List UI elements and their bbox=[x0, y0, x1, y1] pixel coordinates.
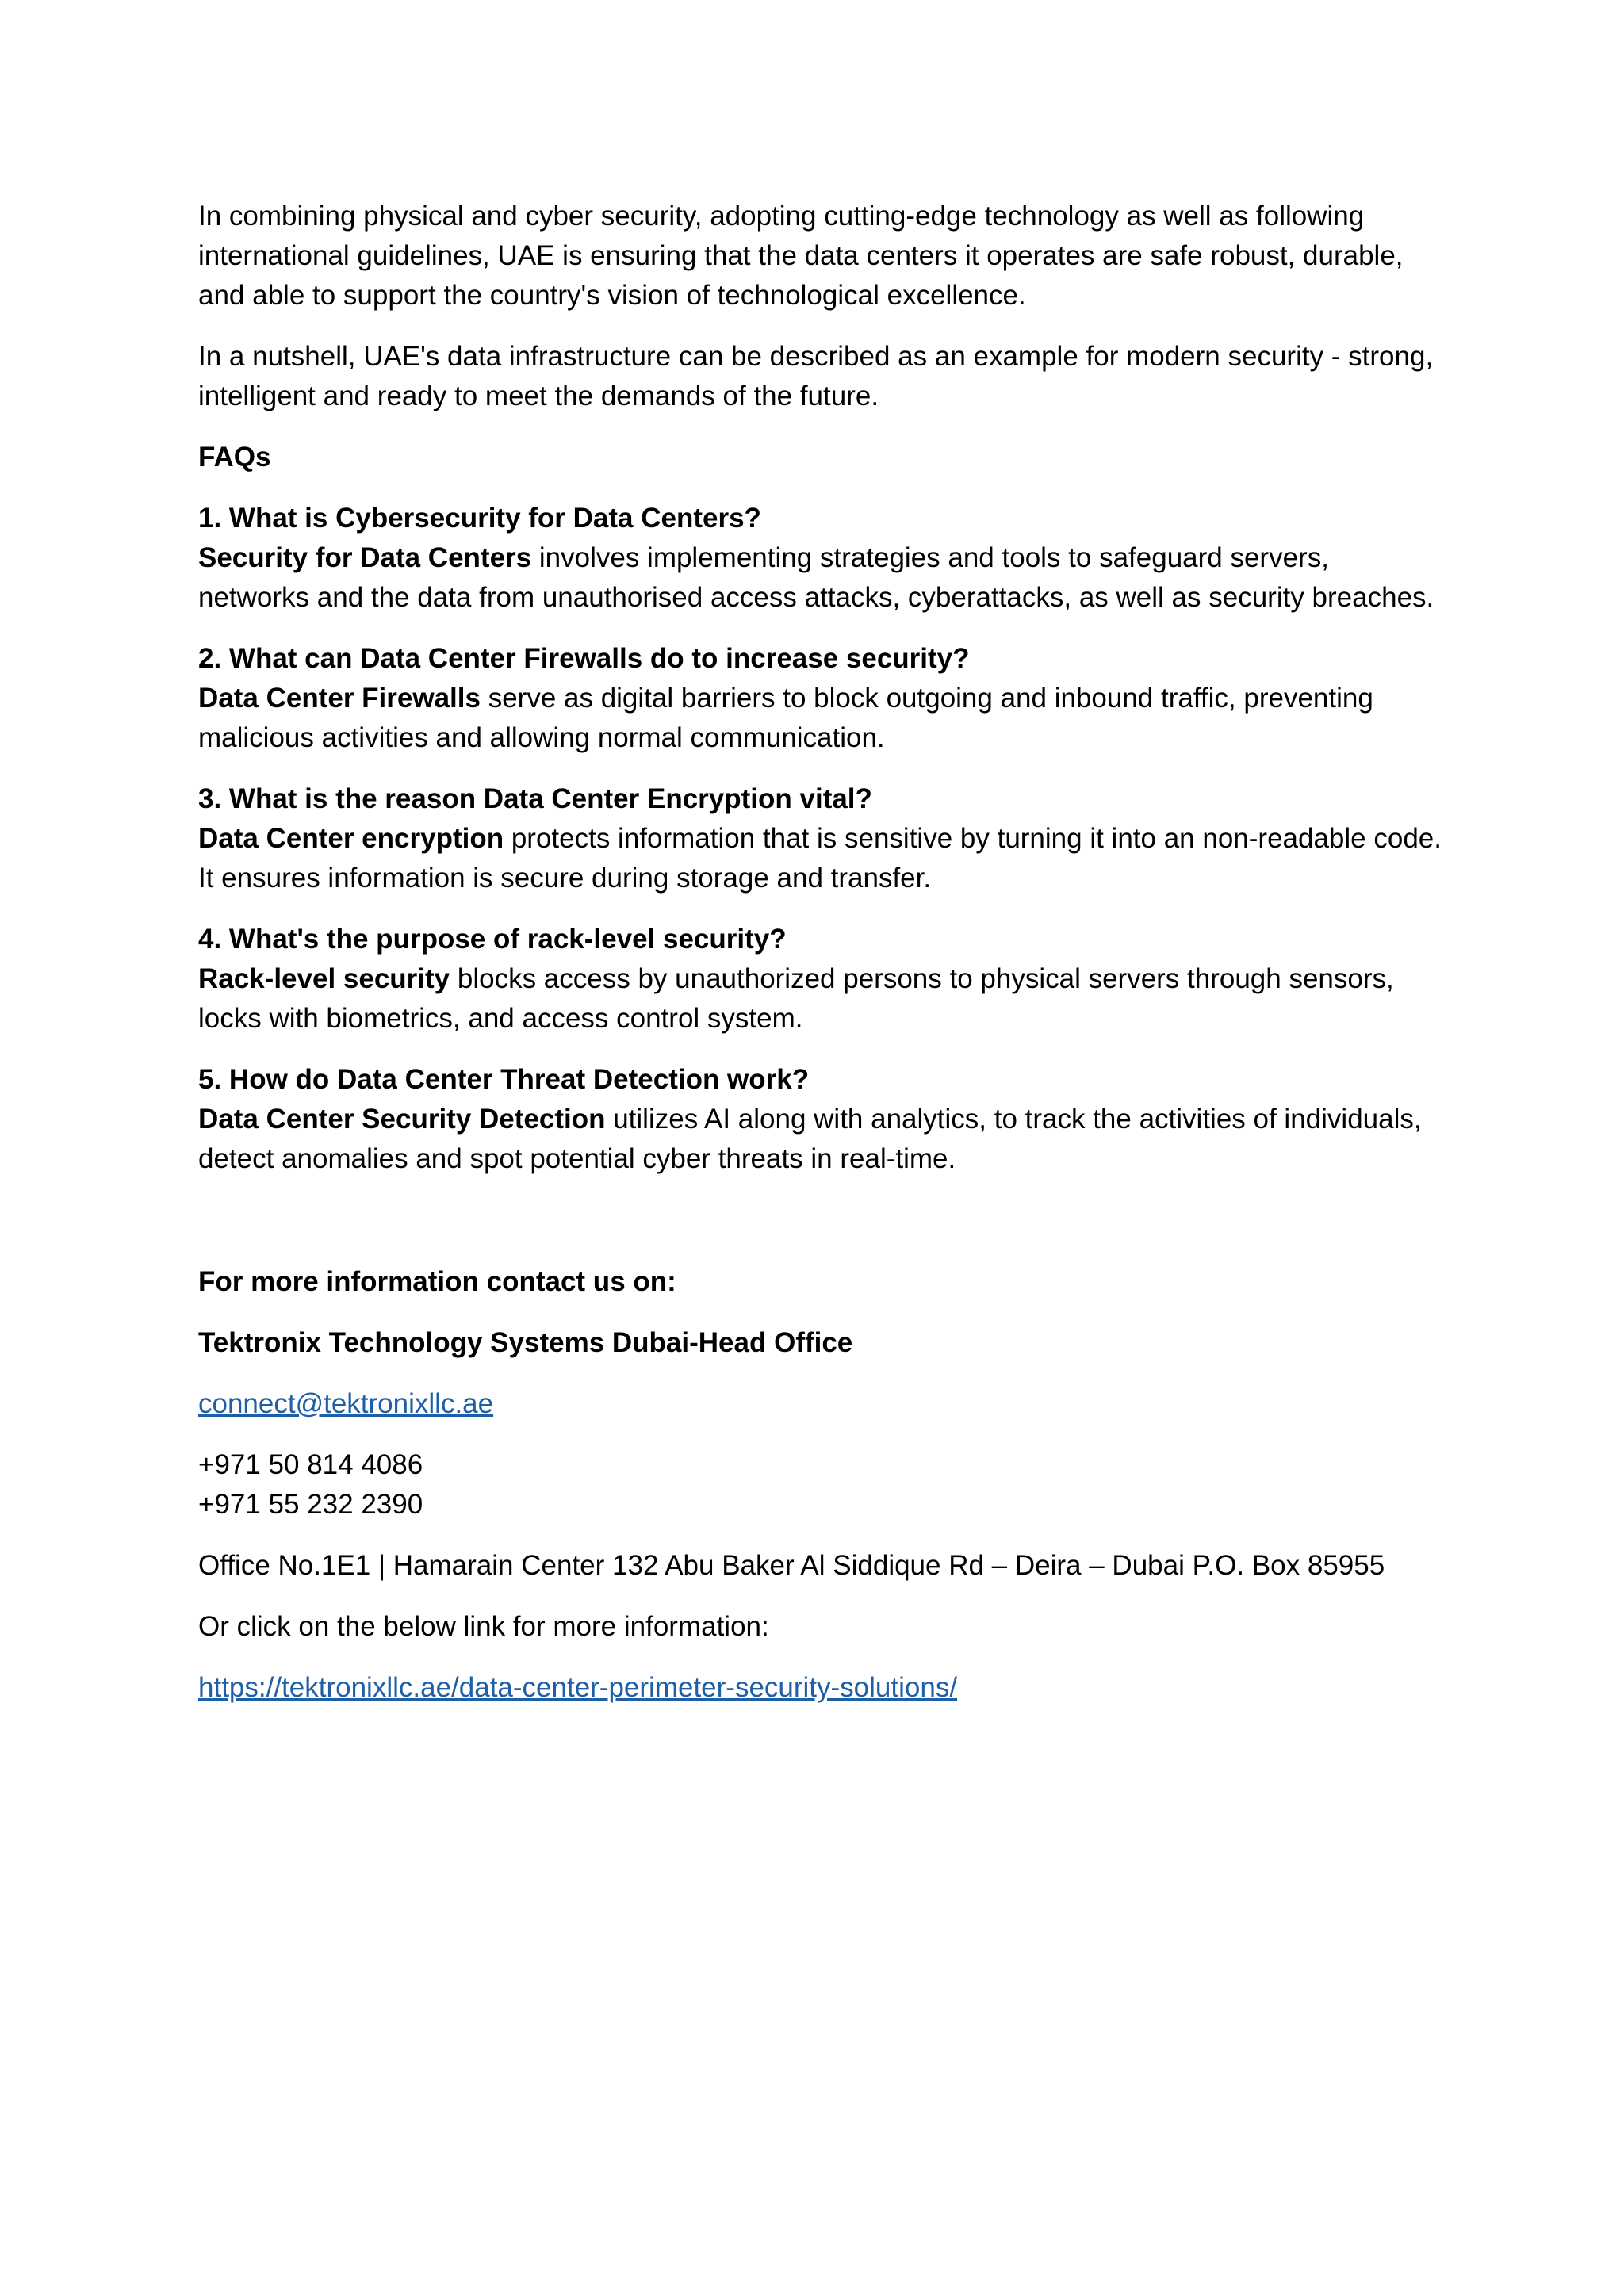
faq-answer-lead: Security for Data Centers bbox=[198, 542, 532, 573]
contact-heading: For more information contact us on: bbox=[198, 1266, 676, 1297]
faq-question: 3. What is the reason Data Center Encryption vital? bbox=[198, 783, 872, 814]
section-spacer bbox=[198, 1200, 1443, 1262]
faq-question: 1. What is Cybersecurity for Data Centers? bbox=[198, 503, 761, 534]
faq-item-4 bbox=[198, 920, 1443, 1039]
website-link[interactable]: https://tektronixllc.ae/data-center-perimeter-security-solutions/ bbox=[198, 1672, 958, 1703]
phone-number-1: +971 50 814 4086 bbox=[198, 1449, 423, 1480]
faq-answer-lead: Data Center encryption bbox=[198, 823, 504, 854]
document-page bbox=[198, 197, 1443, 1729]
faq-answer-text: protects information that is sensitive by turning it into an non-readable code. It ensures information is secure during storage and transfer. bbox=[198, 823, 1442, 894]
faq-answer-lead: Data Center Firewalls bbox=[198, 683, 481, 714]
faq-answer bbox=[198, 1104, 1422, 1174]
faq-answer bbox=[198, 683, 1373, 753]
intro-paragraph-2: In a nutshell, UAE's data infrastructure can be described as an example for modern security - strong, intelligent and ready to meet the demands of the future. bbox=[198, 341, 1434, 411]
faq-item-1 bbox=[198, 499, 1443, 618]
faq-answer-lead: Rack-level security bbox=[198, 963, 450, 994]
faq-item-3 bbox=[198, 779, 1443, 898]
company-name: Tektronix Technology Systems Dubai-Head Office bbox=[198, 1327, 853, 1358]
link-intro: Or click on the below link for more information: bbox=[198, 1611, 769, 1642]
faq-answer bbox=[198, 963, 1394, 1034]
faq-answer-text: serve as digital barriers to block outgoing and inbound traffic, preventing malicious activities and allowing normal communication. bbox=[198, 683, 1373, 753]
email-link[interactable]: connect@tektronixllc.ae bbox=[198, 1388, 494, 1419]
intro-paragraph-1: In combining physical and cyber security, adopting cutting-edge technology as well as following international guidelines, UAE is ensuring that the data centers it operates are safe robust, durable, and able to support the country's vision of technological excellence. bbox=[198, 201, 1404, 311]
faq-answer-text: utilizes AI along with analytics, to track the activities of individuals, detect anomalies and spot potential cyber threats in real-time. bbox=[198, 1104, 1422, 1174]
faq-item-2 bbox=[198, 639, 1443, 758]
faq-answer bbox=[198, 823, 1442, 894]
faq-question: 2. What can Data Center Firewalls do to increase security? bbox=[198, 643, 970, 674]
phone-block bbox=[198, 1445, 1443, 1525]
faqs-heading: FAQs bbox=[198, 442, 271, 473]
phone-number-2: +971 55 232 2390 bbox=[198, 1489, 423, 1520]
faq-answer-text: involves implementing strategies and tools to safeguard servers, networks and the data from unauthorised access attacks, cyberattacks, as well as security breaches. bbox=[198, 542, 1434, 613]
faq-item-5 bbox=[198, 1060, 1443, 1179]
website-line bbox=[198, 1668, 1443, 1708]
office-address: Office No.1E1 | Hamarain Center 132 Abu Baker Al Siddique Rd – Deira – Dubai P.O. Box 85955 bbox=[198, 1550, 1385, 1581]
email-line bbox=[198, 1384, 1443, 1424]
faq-question: 4. What's the purpose of rack-level security? bbox=[198, 924, 787, 955]
faq-answer-lead: Data Center Security Detection bbox=[198, 1104, 606, 1135]
faq-answer-text: blocks access by unauthorized persons to physical servers through sensors, locks with biometrics, and access control system. bbox=[198, 963, 1394, 1034]
faq-question: 5. How do Data Center Threat Detection work? bbox=[198, 1064, 810, 1095]
faq-answer bbox=[198, 542, 1434, 613]
